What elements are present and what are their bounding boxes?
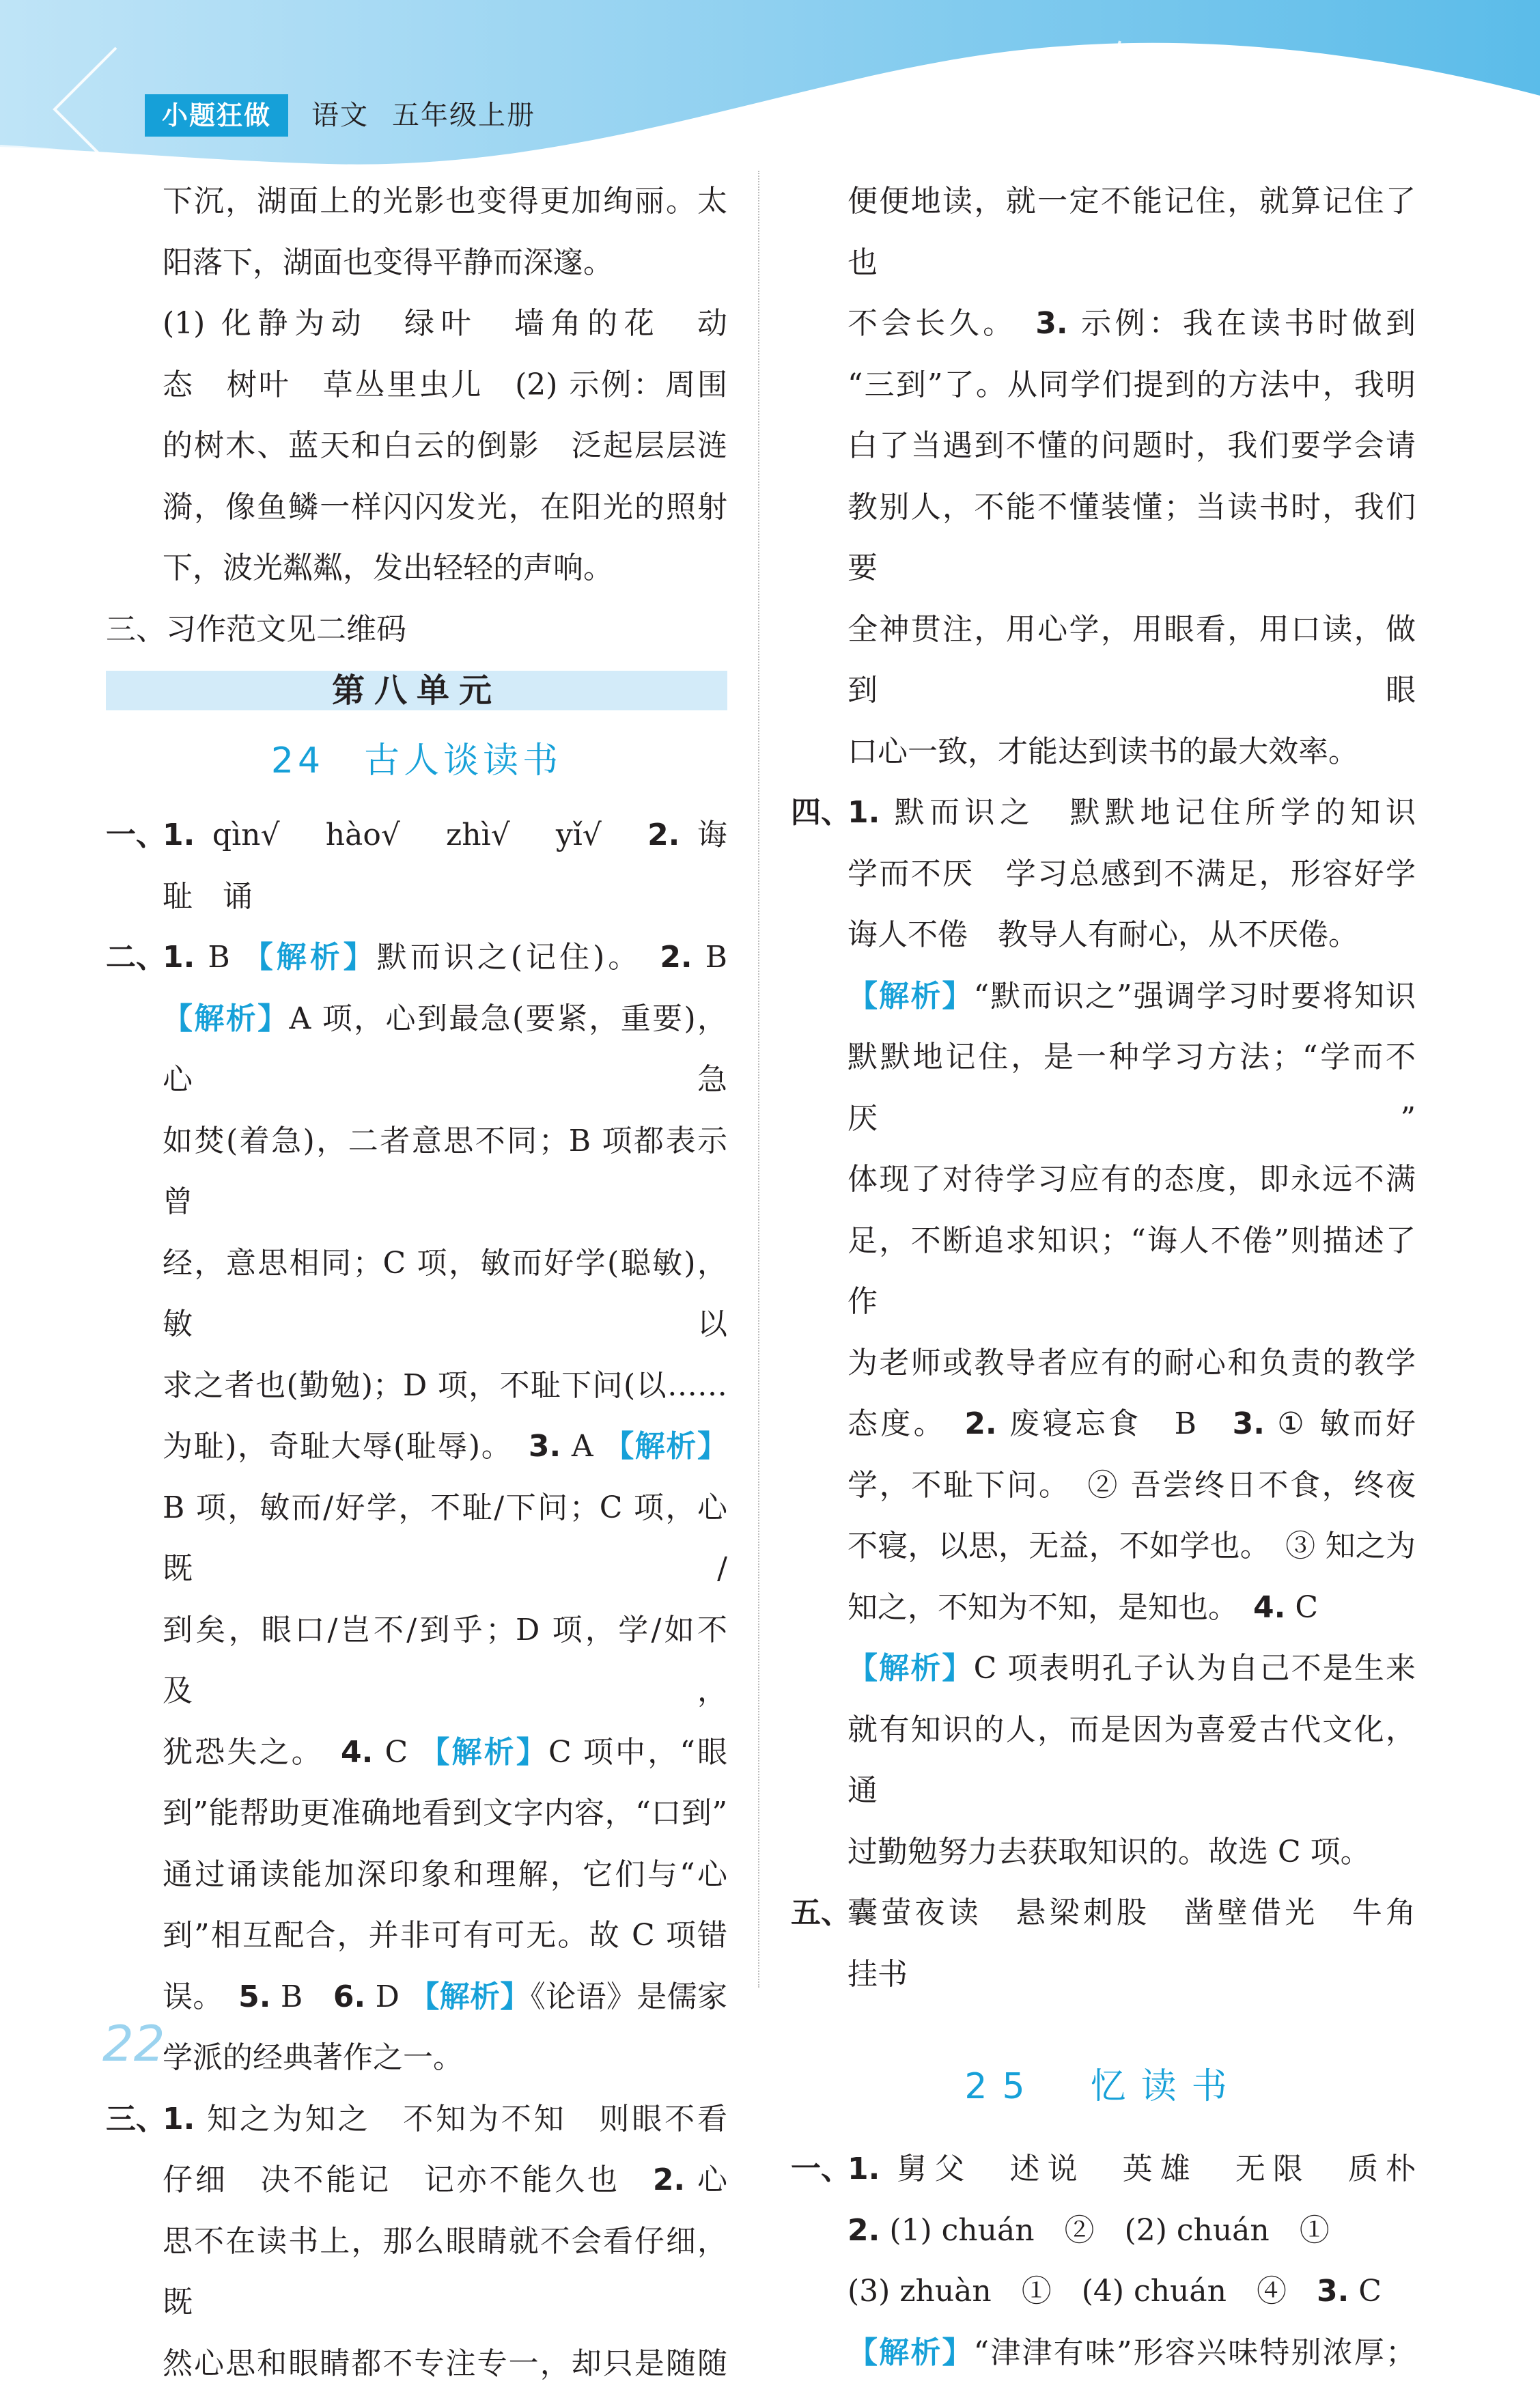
section-label: 四、	[791, 782, 851, 844]
answer-line: 学而不厌 学习总感到不满足，形容好学	[791, 844, 1416, 905]
answer-line: 默默地记住，是一种学习方法；“学而不厌”	[791, 1027, 1416, 1149]
answer-line: 便便地读，就一定不能记住，就算记住了也	[791, 171, 1416, 293]
answer-line: 为老师或教导者应有的耐心和负责的教学	[791, 1333, 1416, 1394]
answer-line: B 项，敏而/好学，不耻/下问；C 项，心既/	[106, 1477, 727, 1600]
answer-line: 二、 1. B 【解析】默而识之(记住)。 2. B	[106, 927, 727, 988]
answer-line: “三到”了。从同学们提到的方法中，我明	[791, 354, 1416, 416]
question-number: 1.	[163, 940, 195, 975]
header-subject	[311, 96, 559, 135]
answer-line: 知之，不知为不知，是知也。 4. C	[791, 1577, 1416, 1639]
section-label: 五、	[791, 1882, 851, 1944]
answer-line: 体现了对待学习应有的态度，即永远不满	[791, 1149, 1416, 1210]
answer-line: 全神贯注，用心学，用眼看，用口读，做到眼	[791, 599, 1416, 721]
question-number: 2.	[647, 818, 680, 852]
analysis-tag: 【解析】	[243, 940, 377, 975]
analysis-tag: 【解析】	[848, 1651, 974, 1686]
question-number: 1.	[848, 2152, 880, 2186]
answer-line: 为耻)，奇耻大辱(耻辱)。 3. A 【解析】	[106, 1416, 727, 1477]
text-line: 阳落下，湖面也变得平静而深邃。	[106, 232, 727, 294]
answer-line: 足，不断追求知识；“诲人不倦”则描述了作	[791, 1210, 1416, 1333]
answer-line: 态度。 2. 废寝忘食 B 3. ① 敏而好	[791, 1393, 1416, 1455]
question-number: 1.	[848, 795, 880, 830]
section-label: 三、	[106, 2089, 166, 2150]
question-number: 6.	[333, 1979, 365, 2014]
answer-line: 到矣，眼口/岂不/到乎；D 项，学/如不及，	[106, 1600, 727, 1722]
answer-line: 一、 1. 舅父 述说 英雄 无限 质朴	[791, 2139, 1416, 2200]
answer-line: 仔细 决不能记 记亦不能久也 2. 心	[106, 2149, 727, 2211]
answer-line: 思不在读书上，那么眼睛就不会看仔细，既	[106, 2211, 727, 2333]
lesson-title: 24 古人谈读书	[106, 723, 727, 799]
brand-badge: 小题狂做	[145, 94, 288, 137]
section-heading: 三、习作范文见二维码	[106, 599, 727, 660]
question-number: 2.	[964, 1406, 996, 1441]
answer-line: 过勤勉努力去获取知识的。故选 C 项。	[791, 1822, 1416, 1883]
answer-line: 到”相互配合，并非可有可无。故 C 项错	[106, 1905, 727, 1966]
answer-line: 学派的经典著作之一。	[106, 2027, 727, 2089]
answer-line: 然心思和眼睛都不专注专一，却只是随随	[106, 2333, 727, 2394]
answer-line: 【解析】“津津有味”形容兴味特别浓厚；	[791, 2322, 1416, 2384]
question-number: 1.	[163, 818, 195, 852]
question-number: 3.	[1317, 2274, 1349, 2309]
text-line: 的树木、蓝天和白云的倒影 泛起层层涟	[106, 415, 727, 477]
analysis-tag: 【解析】	[409, 1979, 531, 2014]
text-line: 漪，像鱼鳞一样闪闪发光，在阳光的照射	[106, 477, 727, 538]
question-number: 3.	[1233, 1406, 1265, 1441]
question-number: 2.	[660, 940, 692, 975]
analysis-tag: 【解析】	[419, 1735, 548, 1770]
answer-line: 四、 1. 默而识之 默默地记住所学的知识	[791, 782, 1416, 844]
answer-line: 教别人，不能不懂装懂；当读书时，我们要	[791, 477, 1416, 599]
answer-line: 经，意思相同；C 项，敏而好学(聪敏)，敏以	[106, 1233, 727, 1355]
section-label: 二、	[106, 927, 166, 988]
text-line: (1) 化静为动 绿叶 墙角的花 动	[106, 293, 727, 354]
question-number: 1.	[163, 2102, 195, 2136]
answer-line: (3) zhuàn ① (4) chuán ④ 3. C	[791, 2261, 1416, 2322]
answer-line: 误。 5. B 6. D 【解析】《论语》是儒家	[106, 1966, 727, 2028]
analysis-tag: 【解析】	[604, 1429, 727, 1464]
answer-line: 【解析】“默而识之”强调学习时要将知识	[791, 966, 1416, 1027]
answer-line: 口心一致，才能达到读书的最大效率。	[791, 721, 1416, 783]
question-number: 2.	[848, 2213, 880, 2248]
answer-line: 耻 诵	[106, 866, 727, 928]
answer-line: 2. (1) chuán ② (2) chuán ①	[791, 2200, 1416, 2261]
column-divider	[758, 171, 759, 1988]
answer-line: 一、 1. qìn√ hào√ zhì√ yǐ√ 2. 诲	[106, 805, 727, 866]
answer-line: 【解析】C 项表明孔子认为自己不是生来	[791, 1638, 1416, 1699]
answer-line: 不会长久。 3. 示例：我在读书时做到	[791, 293, 1416, 354]
answer-line: 白了当遇到不懂的问题时，我们要学会请	[791, 415, 1416, 477]
question-number: 4.	[1253, 1590, 1285, 1625]
answer-line: 如焚(着急)，二者意思不同；B 项都表示曾	[106, 1111, 727, 1233]
answer-line: 学，不耻下问。 ② 吾尝终日不食，终夜	[791, 1455, 1416, 1516]
right-column	[791, 171, 1416, 2383]
answer-line: 犹恐失之。 4. C 【解析】C 项中，“眼	[106, 1722, 727, 1783]
answer-line: 就有知识的人，而是因为喜爱古代文化，通	[791, 1699, 1416, 1822]
answer-line: 不寝，以思，无益，不如学也。 ③ 知之为	[791, 1516, 1416, 1577]
section-label: 一、	[106, 805, 166, 866]
answer-line: 三、 1. 知之为知之 不知为不知 则眼不看	[106, 2089, 727, 2150]
answer-line: 到”能帮助更准确地看到文字内容，“口到”	[106, 1783, 727, 1844]
unit-title: 第八单元	[106, 671, 727, 710]
text-line: 态 树叶 草丛里虫儿 (2) 示例：周围	[106, 354, 727, 416]
question-number: 4.	[341, 1735, 373, 1770]
question-number: 2.	[653, 2162, 685, 2197]
analysis-tag: 【解析】	[163, 1001, 290, 1036]
answer-line: 通过诵读能加深印象和理解，它们与“心	[106, 1844, 727, 1906]
section-label: 一、	[791, 2139, 851, 2200]
question-number: 5.	[238, 1979, 270, 2014]
analysis-tag: 【解析】	[848, 979, 974, 1014]
answer-line: 五、 囊萤夜读 悬梁刺股 凿壁借光 牛角	[791, 1882, 1416, 1944]
subject-label: 语文	[311, 100, 369, 131]
question-number: 3.	[1035, 306, 1067, 341]
page-number: 22	[102, 2015, 165, 2072]
answer-line: 【解析】A 项，心到最急(要紧，重要)，心急	[106, 988, 727, 1111]
text-line: 下沉，湖面上的光影也变得更加绚丽。太	[106, 171, 727, 232]
answer-line: 求之者也(勤勉)；D 项，不耻下问(以……	[106, 1355, 727, 1417]
left-column	[106, 171, 727, 2394]
question-number: 3.	[529, 1429, 561, 1464]
grade-label: 五年级上册	[392, 100, 535, 131]
text-line: 下，波光粼粼，发出轻轻的声响。	[106, 538, 727, 599]
answer-line: 诲人不倦 教导人有耐心，从不厌倦。	[791, 904, 1416, 966]
analysis-tag: 【解析】	[848, 2335, 974, 2370]
lesson-title: 25 忆读书	[791, 2048, 1416, 2125]
answer-line: 挂书	[791, 1944, 1416, 2005]
